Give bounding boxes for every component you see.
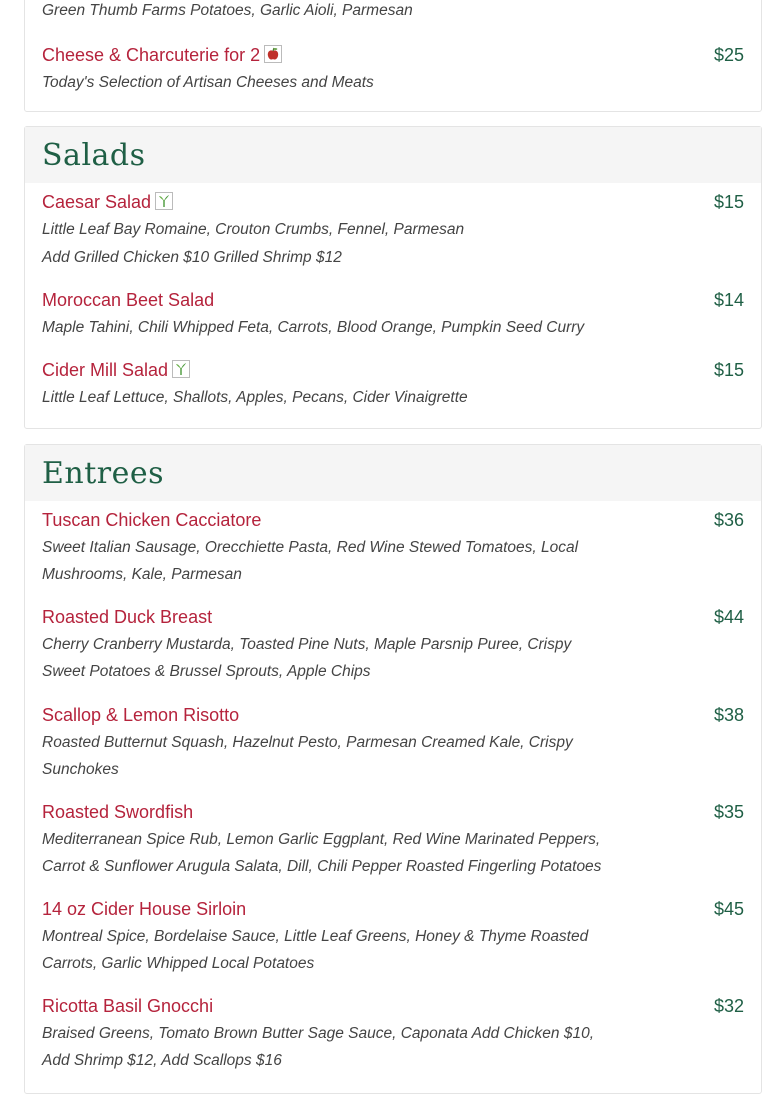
item-description: Little Leaf Bay Romaine, Crouton Crumbs, Fennel, Parmesan bbox=[42, 221, 465, 238]
menu-item-caesar-salad[interactable] bbox=[42, 191, 744, 271]
vegetarian-icon bbox=[155, 192, 173, 210]
item-price: $15 bbox=[713, 360, 744, 380]
menu-item-cider-mill-salad[interactable] bbox=[42, 359, 744, 411]
item-price: $15 bbox=[713, 192, 744, 212]
item-name[interactable]: Scallop & Lemon Risotto bbox=[42, 705, 240, 725]
menu-item-roasted-swordfish[interactable] bbox=[42, 801, 744, 880]
vegetarian-icon bbox=[172, 360, 190, 378]
section-header bbox=[25, 127, 761, 183]
item-name[interactable]: Tuscan Chicken Cacciatore bbox=[42, 510, 262, 530]
menu-item-scallop-lemon-risotto[interactable] bbox=[42, 704, 744, 783]
item-description: Green Thumb Farms Potatoes, Garlic Aioli, Parmesan bbox=[42, 2, 413, 19]
menu-item-moroccan-beet-salad[interactable] bbox=[42, 289, 744, 341]
section-header bbox=[25, 445, 761, 501]
menu-item-cheese-charcuterie[interactable] bbox=[42, 44, 744, 96]
item-name[interactable]: Roasted Duck Breast bbox=[42, 607, 213, 627]
item-price: $44 bbox=[713, 607, 744, 627]
item-name[interactable]: Cider Mill Salad bbox=[42, 360, 169, 380]
item-name[interactable]: Caesar Salad bbox=[42, 192, 152, 212]
menu-item-cider-house-sirloin[interactable] bbox=[42, 898, 744, 977]
item-description: Roasted Butternut Squash, Hazelnut Pesto, Parmesan Creamed Kale, Crispy Sunchokes bbox=[42, 734, 573, 778]
item-price: $36 bbox=[713, 510, 744, 530]
item-description: Maple Tahini, Chili Whipped Feta, Carrots, Blood Orange, Pumpkin Seed Curry bbox=[42, 319, 585, 336]
section-title: Entrees bbox=[42, 456, 165, 491]
salads-section bbox=[24, 126, 762, 429]
item-price: $32 bbox=[713, 996, 744, 1016]
entrees-section bbox=[24, 444, 762, 1094]
section-title: Salads bbox=[42, 138, 146, 173]
item-price: $38 bbox=[713, 705, 744, 725]
item-price: $25 bbox=[713, 45, 744, 65]
item-name[interactable]: Cheese & Charcuterie for 2 bbox=[42, 45, 261, 65]
item-name[interactable]: Ricotta Basil Gnocchi bbox=[42, 996, 214, 1016]
partial-item bbox=[42, 1, 744, 21]
apple-icon bbox=[264, 45, 282, 63]
item-name[interactable]: Roasted Swordfish bbox=[42, 802, 194, 822]
item-name[interactable]: 14 oz Cider House Sirloin bbox=[42, 899, 247, 919]
item-description: Montreal Spice, Bordelaise Sauce, Little Leaf Greens, Honey & Thyme Roasted Carrots, Garlic Whipped Local Potatoes bbox=[42, 928, 589, 972]
item-price: $45 bbox=[713, 899, 744, 919]
item-description: Mediterranean Spice Rub, Lemon Garlic Eggplant, Red Wine Marinated Peppers, Carrot & Sunflower Arugula Salata, Dill, Chili Pepper Roasted Fingerling Potatoes bbox=[42, 831, 602, 875]
item-description: Today's Selection of Artisan Cheeses and Meats bbox=[42, 74, 374, 91]
appetizers-section bbox=[24, 0, 762, 112]
item-addon: Add Grilled Chicken $10 Grilled Shrimp $12 bbox=[42, 249, 342, 266]
item-price: $14 bbox=[713, 290, 744, 310]
item-description: Sweet Italian Sausage, Orecchiette Pasta, Red Wine Stewed Tomatoes, Local Mushrooms, Kale, Parmesan bbox=[42, 539, 579, 583]
item-description: Braised Greens, Tomato Brown Butter Sage Sauce, Caponata Add Chicken $10, Add Shrimp $12, Add Scallops $16 bbox=[42, 1025, 595, 1069]
item-description: Little Leaf Lettuce, Shallots, Apples, Pecans, Cider Vinaigrette bbox=[42, 389, 468, 406]
menu-item-ricotta-basil-gnocchi[interactable] bbox=[42, 995, 744, 1074]
item-name[interactable]: Moroccan Beet Salad bbox=[42, 290, 215, 310]
item-price: $35 bbox=[713, 802, 744, 822]
menu-item-roasted-duck-breast[interactable] bbox=[42, 606, 744, 685]
menu-item-tuscan-chicken-cacciatore[interactable] bbox=[42, 509, 744, 588]
item-description: Cherry Cranberry Mustarda, Toasted Pine Nuts, Maple Parsnip Puree, Crispy Sweet Potatoes & Brussel Sprouts, Apple Chips bbox=[42, 636, 572, 680]
